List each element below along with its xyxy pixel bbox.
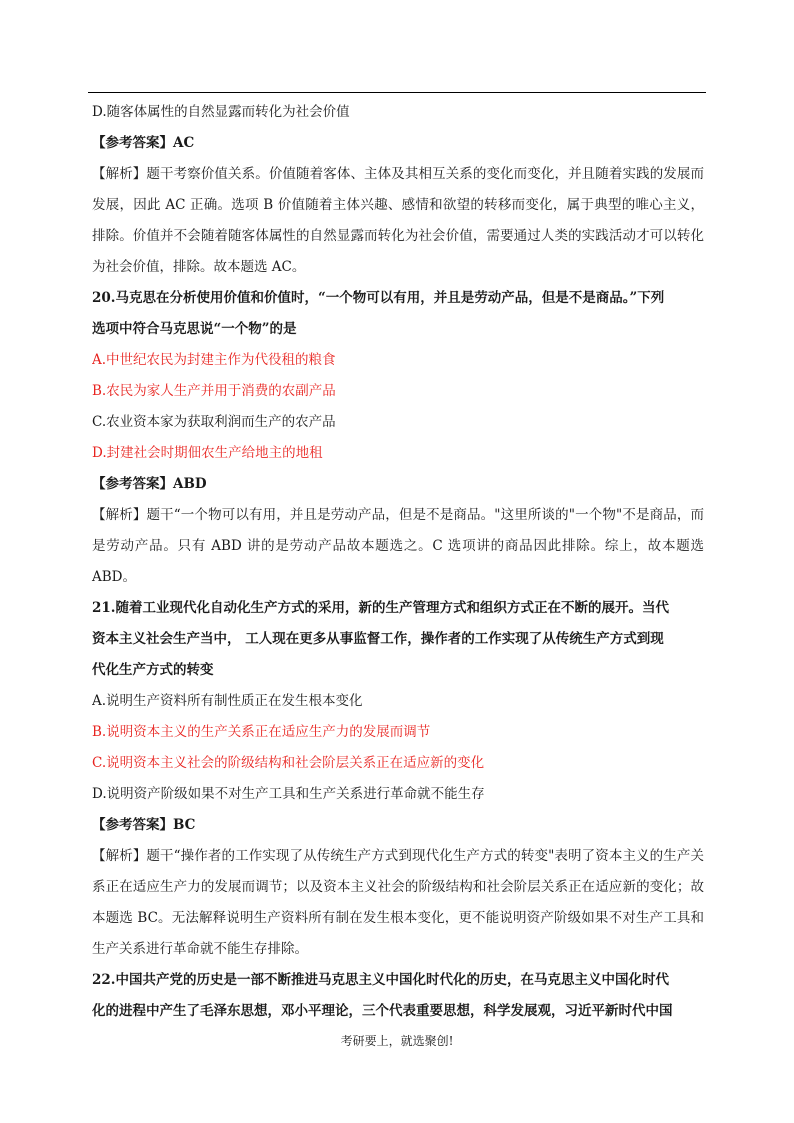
q20-option-d: D.封建社会时期佃农生产给地主的地租 [92, 445, 323, 461]
q21-stem-line-3: 代化生产方式的转变 [92, 662, 214, 678]
q22-stem-line-2: 化的进程中产生了毛泽东思想，邓小平理论，三个代表重要思想，科学发展观，习近平新时代中国 [92, 1003, 673, 1019]
q21-stem-line-2: 资本主义社会生产当中， 工人现在更多从事监督工作，操作者的工作实现了从传统生产方式到现 [92, 631, 664, 647]
q21-option-a: A.说明生产资料所有制性质正在发生根本变化 [92, 693, 363, 709]
q20-stem-line-2: 选项中符合马克思说“一个物”的是 [92, 321, 297, 337]
q19-option-d: D.随客体属性的自然显露而转化为社会价值 [92, 104, 350, 120]
q21-analysis: 【解析】题干“操作者的工作实现了从传统生产方式到现代化生产方式的转变"表明了资本主义的生产关系正在适应生产力的发展而调节；以及资本主义社会的阶级结构和社会阶层关系正在适应新的变化；故本题选 BC。无法解释说明生产资料所有制在发生根本变化，更不能说明资产阶级如果不对生产工具和生产关系进行革命就不能生存排除。 [92, 848, 704, 957]
q20-analysis: 【解析】题干“一个物可以有用，并且是劳动产品，但是不是商品。"这里所谈的"一个物"不是商品，而是劳动产品。只有 ABD 讲的是劳动产品故本题选之。C 选项讲的商品因此排除。综上，故本题选 ABD。 [92, 507, 704, 585]
page-footer: 考研要上，就选聚创! [340, 1034, 454, 1048]
q20-option-a: A.中世纪农民为封建主作为代役租的粮食 [92, 352, 336, 368]
q22-stem-line-1: 22.中国共产党的历史是一部不断推进马克思主义中国化时代化的历史，在马克思主义中国化时代 [92, 972, 669, 988]
header-rule [88, 92, 706, 93]
q21-option-b: B.说明资本主义的生产关系正在适应生产力的发展而调节 [92, 724, 431, 740]
q19-analysis: 【解析】题干考察价值关系。价值随着客体、主体及其相互关系的变化而变化，并且随着实践的发展而发展，因此 AC 正确。选项 B 价值随着主体兴趣、感情和欲望的转移而变化，属于典型的唯心主义，排除。价值并不会随着随客体属性的自然显露而转化为社会价值，需要通过人类的实践活动才可以转化为社会价值，排除。故本题选 AC。 [92, 166, 704, 275]
q20-stem-line-1: 20.马克思在分析使用价值和价值时，“一个物可以有用，并且是劳动产品，但是不是商品。”下列 [92, 290, 665, 306]
q21-option-c: C.说明资本主义社会的阶级结构和社会阶层关系正在适应新的变化 [92, 755, 485, 771]
q20-option-b: B.农民为家人生产并用于消费的农副产品 [92, 383, 336, 399]
q20-option-c: C.农业资本家为获取利润而生产的农产品 [92, 414, 336, 430]
q21-answer: 【参考答案】BC [92, 817, 196, 833]
q21-stem-line-1: 21.随着工业现代化自动化生产方式的采用，新的生产管理方式和组织方式正在不断的展开。当代 [92, 600, 669, 616]
page-content [92, 97, 704, 1027]
q20-answer: 【参考答案】ABD [92, 476, 207, 492]
q19-answer: 【参考答案】AC [92, 135, 195, 151]
q21-option-d: D.说明资产阶级如果不对生产工具和生产关系进行革命就不能生存 [92, 786, 485, 802]
